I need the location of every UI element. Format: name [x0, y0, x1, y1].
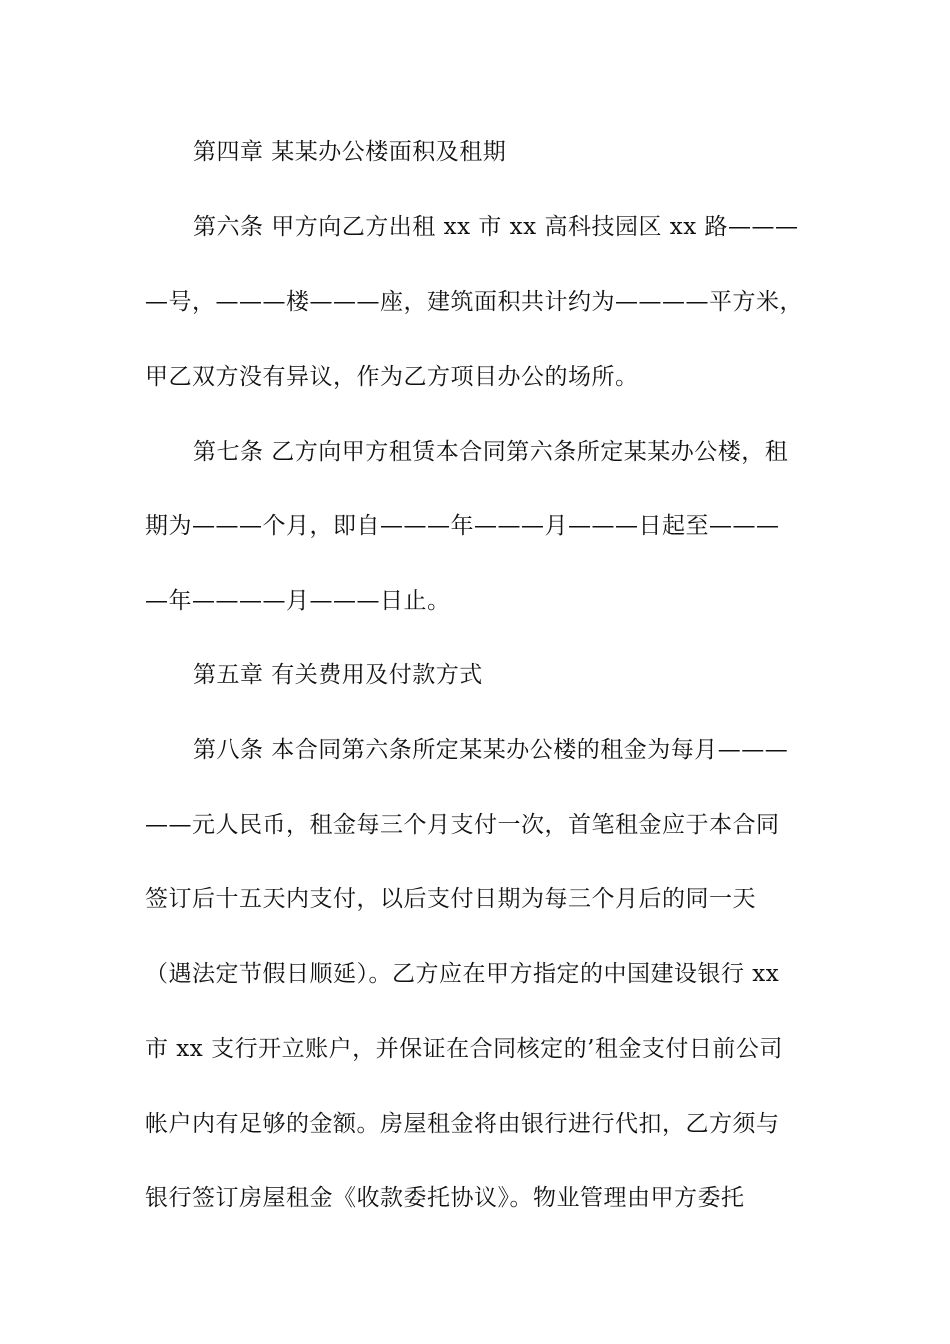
article-eight-line-7: 银行签订房屋租金《收款委托协议》。物业管理由甲方委托	[145, 1185, 745, 1211]
article-six-line-1: 第六条 甲方向乙方出租 xx 市 xx 高科技园区 xx 路———	[193, 214, 799, 240]
article-seven-line-1: 第七条 乙方向甲方租赁本合同第六条所定某某办公楼，租	[193, 439, 789, 465]
article-eight-line-4: （遇法定节假日顺延）。乙方应在甲方指定的中国建设银行 xx	[145, 961, 780, 987]
article-eight-line-1: 第八条 本合同第六条所定某某办公楼的租金为每月———	[193, 737, 789, 763]
article-eight-line-2: ——元人民币，租金每三个月支付一次，首笔租金应于本合同	[145, 812, 780, 838]
article-six-line-2: —号，———楼———座，建筑面积共计约为————平方米，	[145, 289, 803, 315]
article-seven-line-3: —年————月———日止。	[145, 588, 451, 614]
chapter-five-heading: 第五章 有关费用及付款方式	[193, 662, 483, 688]
article-six-line-3: 甲乙双方没有异议，作为乙方项目办公的场所。	[145, 364, 639, 390]
article-eight-line-3: 签订后十五天内支付，以后支付日期为每三个月后的同一天	[145, 886, 756, 912]
article-eight-line-6: 帐户内有足够的金额。房屋租金将由银行进行代扣，乙方须与	[145, 1111, 780, 1137]
article-seven-line-2: 期为———个月，即自———年———月———日起至———	[145, 513, 780, 539]
chapter-four-heading: 第四章 某某办公楼面积及租期	[193, 139, 507, 165]
article-eight-line-5: 市 xx 支行开立账户，并保证在合同核定的’租金支付日前公司	[145, 1036, 783, 1062]
